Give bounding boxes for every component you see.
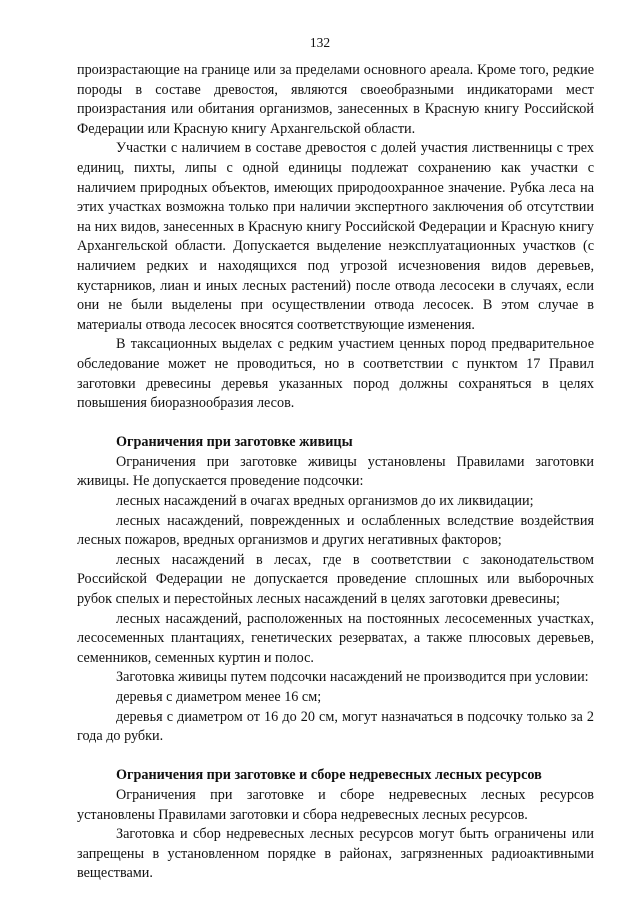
list-item-diameter-under-16: деревья с диаметром менее 16 см;	[116, 689, 322, 705]
paragraph-larch-sites: Участки с наличием в составе древостоя с долей участия лиственницы с трех единиц, пихты, липы с одной единицы подлежат сохранению как участки с наличием природных объектов, имеющих природоохранное значение. Рубка леса на этих участках возможна только при наличии экспертного заключения об отсутствии на них видов, занесенных в Красную книгу Российской Федерации и Красную книгу Архангельской области. Допускается выделение неэксплуатационных участков (с наличием редких и находящихся под угрозой исчезновения видов деревьев, кустарников, лиан и иных лесных растений) после отвода лесосеки в случаях, если они не были выделены при осуществлении отвода лесосек. В этом случае в материалы отвода лесосек вносятся соответствующие изменения.	[77, 140, 594, 333]
page-content	[77, 61, 594, 884]
list-item-resin-pests: лесных насаждений в очагах вредных организмов до их ликвидации;	[116, 493, 534, 510]
paragraph-nonwood-rules: Ограничения при заготовке и сборе недревесных лесных ресурсов установлены Правилами заготовки и сбора недревесных лесных ресурсов.	[77, 786, 594, 823]
list-item-resin-protected-forests: лесных насаждений в лесах, где в соответствии с законодательством Российской Федерации не допускается проведение сплошных или выборочных рубок спелых и перестойных лесных насаждений в целях заготовки древесины;	[77, 551, 594, 608]
list-item-resin-damaged: лесных насаждений, поврежденных и ослабленных вследствие воздействия лесных пожаров, вредных организмов и других негативных факторов;	[77, 512, 594, 549]
paragraph-resin-intro: Ограничения при заготовке живицы установлены Правилами заготовки живицы. Не допускается проведение подсочки:	[77, 453, 594, 490]
page-number: 132	[309, 35, 331, 50]
paragraph-nonwood-radioactive: Заготовка и сбор недревесных лесных ресурсов могут быть ограничены или запрещены в установленном порядке в районах, загрязненных радиоактивными веществами.	[77, 826, 594, 882]
list-item-resin-seed-areas: лесных насаждений, расположенных на постоянных лесосеменных участках, лесосеменных плантациях, генетических резерватах, а также плюсовых деревьев, семенников, семенных куртин и полос.	[77, 610, 594, 666]
paragraph-continuation: произрастающие на границе или за пределами основного ареала. Кроме того, редкие породы в составе древостоя, являются своеобразными индикаторами мест произрастания или обитания организмов, занесенных в Красную книгу Российской Федерации или Красную книгу Архангельской области.	[77, 62, 594, 137]
section-gap	[77, 414, 594, 434]
list-item-diameter-16-20: деревья с диаметром от 16 до 20 см, могут назначаться в подсочку только за 2 года до рубки.	[77, 708, 594, 745]
section-heading-nonwood: Ограничения при заготовке и сборе недревесных лесных ресурсов	[116, 767, 542, 784]
paragraph-resin-conditions: Заготовка живицы путем подсочки насаждений не производится при условии:	[116, 669, 589, 686]
section-heading-resin: Ограничения при заготовке живицы	[116, 434, 353, 451]
paragraph-valuable-species: В таксационных выделах с редким участием ценных пород предварительное обследование может не проводиться, но в соответствии с пунктом 17 Правил заготовки древесины деревья указанных пород должны сохраняться в целях повышения биоразнообразия лесов.	[77, 336, 594, 412]
section-gap	[77, 747, 594, 767]
